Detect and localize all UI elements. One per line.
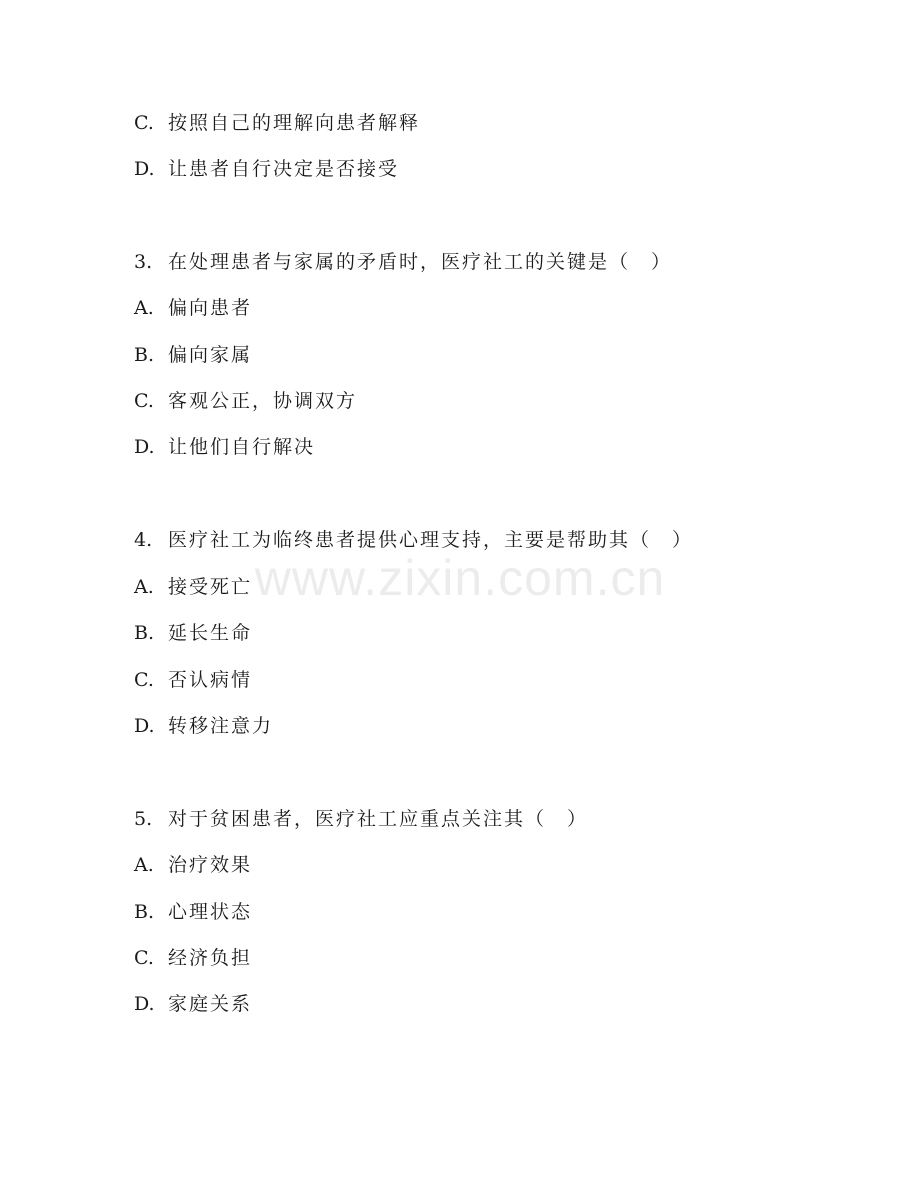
question-number: 3. bbox=[134, 251, 153, 273]
option-d-q2 bbox=[134, 157, 399, 181]
option-d-q4 bbox=[134, 714, 273, 738]
question-text: 医疗社工为临终患者提供心理支持，主要是帮助其（ ） bbox=[168, 529, 694, 551]
option-text: 让他们自行解决 bbox=[168, 436, 316, 458]
option-label: A. bbox=[134, 297, 154, 319]
option-text: 接受死亡 bbox=[168, 576, 253, 598]
option-label: B. bbox=[134, 344, 155, 366]
option-text: 否认病情 bbox=[168, 669, 253, 691]
watermark: www.zixin.com.cn bbox=[254, 550, 666, 606]
option-label: B. bbox=[134, 901, 155, 923]
option-label: C. bbox=[134, 112, 154, 134]
question-5 bbox=[134, 807, 588, 831]
option-text: 偏向患者 bbox=[168, 297, 253, 319]
option-text: 按照自己的理解向患者解释 bbox=[168, 112, 421, 134]
option-label: D. bbox=[134, 993, 155, 1015]
option-label: D. bbox=[134, 715, 155, 737]
question-text: 对于贫困患者，医疗社工应重点关注其（ ） bbox=[168, 808, 589, 830]
question-4 bbox=[134, 528, 693, 552]
option-a-q4 bbox=[134, 575, 252, 599]
option-b-q3 bbox=[134, 343, 252, 367]
option-text: 让患者自行决定是否接受 bbox=[168, 158, 400, 180]
option-text: 偏向家属 bbox=[168, 344, 253, 366]
option-text: 治疗效果 bbox=[168, 854, 253, 876]
option-b-q4 bbox=[134, 621, 252, 645]
question-number: 4. bbox=[134, 529, 153, 551]
option-c-q3 bbox=[134, 389, 357, 413]
option-c-q2 bbox=[134, 111, 420, 135]
option-a-q5 bbox=[134, 853, 252, 877]
option-label: D. bbox=[134, 158, 155, 180]
option-label: C. bbox=[134, 947, 154, 969]
option-a-q3 bbox=[134, 296, 252, 320]
option-text: 经济负担 bbox=[168, 947, 253, 969]
option-text: 家庭关系 bbox=[168, 993, 253, 1015]
option-b-q5 bbox=[134, 900, 252, 924]
option-label: C. bbox=[134, 390, 154, 412]
option-text: 转移注意力 bbox=[168, 715, 274, 737]
option-d-q3 bbox=[134, 435, 315, 459]
option-label: B. bbox=[134, 622, 155, 644]
question-number: 5. bbox=[134, 808, 153, 830]
question-text: 在处理患者与家属的矛盾时，医疗社工的关键是（ ） bbox=[168, 251, 673, 273]
option-d-q5 bbox=[134, 992, 252, 1016]
question-3 bbox=[134, 250, 672, 274]
option-c-q5 bbox=[134, 946, 252, 970]
option-c-q4 bbox=[134, 668, 252, 692]
option-label: D. bbox=[134, 436, 155, 458]
option-label: A. bbox=[134, 576, 154, 598]
option-text: 心理状态 bbox=[168, 901, 253, 923]
option-text: 延长生命 bbox=[168, 622, 253, 644]
option-text: 客观公正，协调双方 bbox=[168, 390, 358, 412]
option-label: C. bbox=[134, 669, 154, 691]
option-label: A. bbox=[134, 854, 154, 876]
